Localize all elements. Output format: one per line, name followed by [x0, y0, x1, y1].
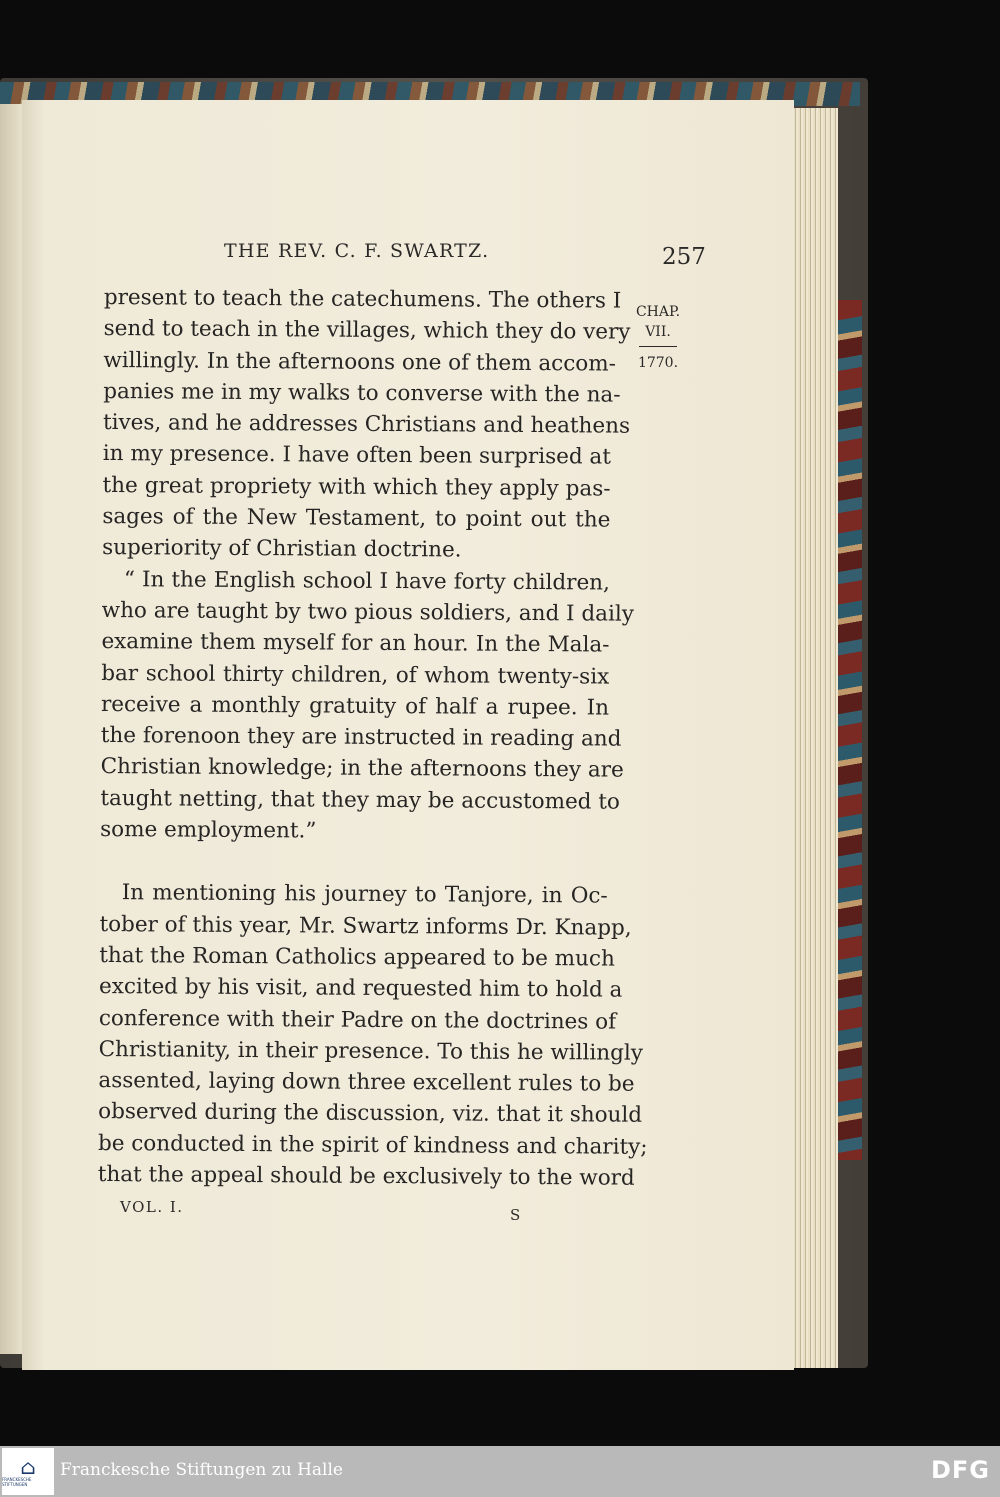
text-line: examine them myself for an hour. In the Mala- [101, 629, 610, 658]
text-line: observed during the discussion, viz. that it should [98, 1099, 643, 1129]
text-line: the forenoon they are instructed in reading and [100, 723, 622, 752]
text-line: excited by his visit, and requested him to hold a [98, 974, 623, 1003]
paragraph-2 [100, 564, 634, 849]
text-line: the great propriety with which they apply pas- [102, 472, 611, 502]
text-line: that the Roman Catholics appeared to be much [99, 942, 615, 972]
building-icon: ⌂ [20, 1454, 36, 1479]
institution-name[interactable]: Franckesche Stiftungen zu Halle [60, 1460, 343, 1480]
text-line: bar school thirty children, of whom twenty-six [101, 660, 610, 690]
footer-bar [0, 1446, 1000, 1497]
text-line: willingly. In the afternoons one of them accom- [103, 347, 616, 377]
margin-chap-number: VII. [645, 324, 671, 340]
text-line: tober of this year, Mr. Swartz informs Dr. Knapp, [99, 911, 632, 941]
page-number: 257 [662, 244, 706, 270]
institution-logo[interactable] [2, 1448, 54, 1495]
text-line: sages of the New Testament, to point out the [102, 504, 611, 533]
text-line: tives, and he addresses Christians and heathens [102, 410, 631, 439]
text-line: In mentioning his journey to Tanjore, in Oc- [121, 880, 608, 909]
text-line: that the appeal should be exclusively to the word [97, 1161, 635, 1191]
margin-rule [639, 346, 677, 347]
text-line: superiority of Christian doctrine. [102, 535, 462, 563]
facing-page-edge [0, 104, 24, 1354]
logo-text: FRANCKESCHE STIFTUNGEN [2, 1476, 32, 1487]
paragraph-1 [102, 282, 631, 567]
dfg-logo[interactable]: DFG [930, 1456, 990, 1484]
margin-note [628, 302, 688, 373]
body-text [97, 282, 648, 1194]
text-line: taught netting, that they may be accustomed to [100, 785, 621, 815]
text-line: assented, laying down three excellent rules to be [98, 1068, 635, 1097]
paragraph-3 [97, 877, 648, 1194]
volume-signature: VOL. I. [120, 1198, 184, 1216]
text-line: conference with their Padre on the doctrines of [98, 1005, 617, 1035]
text-line: “ In the English school I have forty children, [123, 566, 611, 596]
margin-year: 1770. [637, 355, 679, 371]
text-line: Christian knowledge; in the afternoons they are [100, 754, 624, 784]
margin-chap: CHAP. [635, 304, 681, 320]
text-line: present to teach the catechumens. The others I [103, 284, 622, 314]
marbled-edge-right [838, 300, 862, 1160]
text-line: be conducted in the spirit of kindness and charity; [97, 1130, 648, 1160]
text-line: send to teach in the villages, which they do very [103, 316, 631, 345]
text-line: receive a monthly gratuity of half a rupee. In [100, 691, 610, 721]
paragraph-gap [100, 845, 608, 881]
signature-mark: S [510, 1206, 521, 1224]
text-line: in my presence. I have often been surprised at [102, 441, 612, 471]
text-line: panies me in my walks to converse with the na- [103, 378, 621, 408]
running-head: THE REV. C. F. SWARTZ. [224, 240, 490, 262]
text-line: some employment.” [100, 817, 317, 844]
text-line: who are taught by two pious soldiers, and I daily [101, 597, 634, 627]
text-line: Christianity, in their presence. To this he willingly [98, 1036, 644, 1066]
